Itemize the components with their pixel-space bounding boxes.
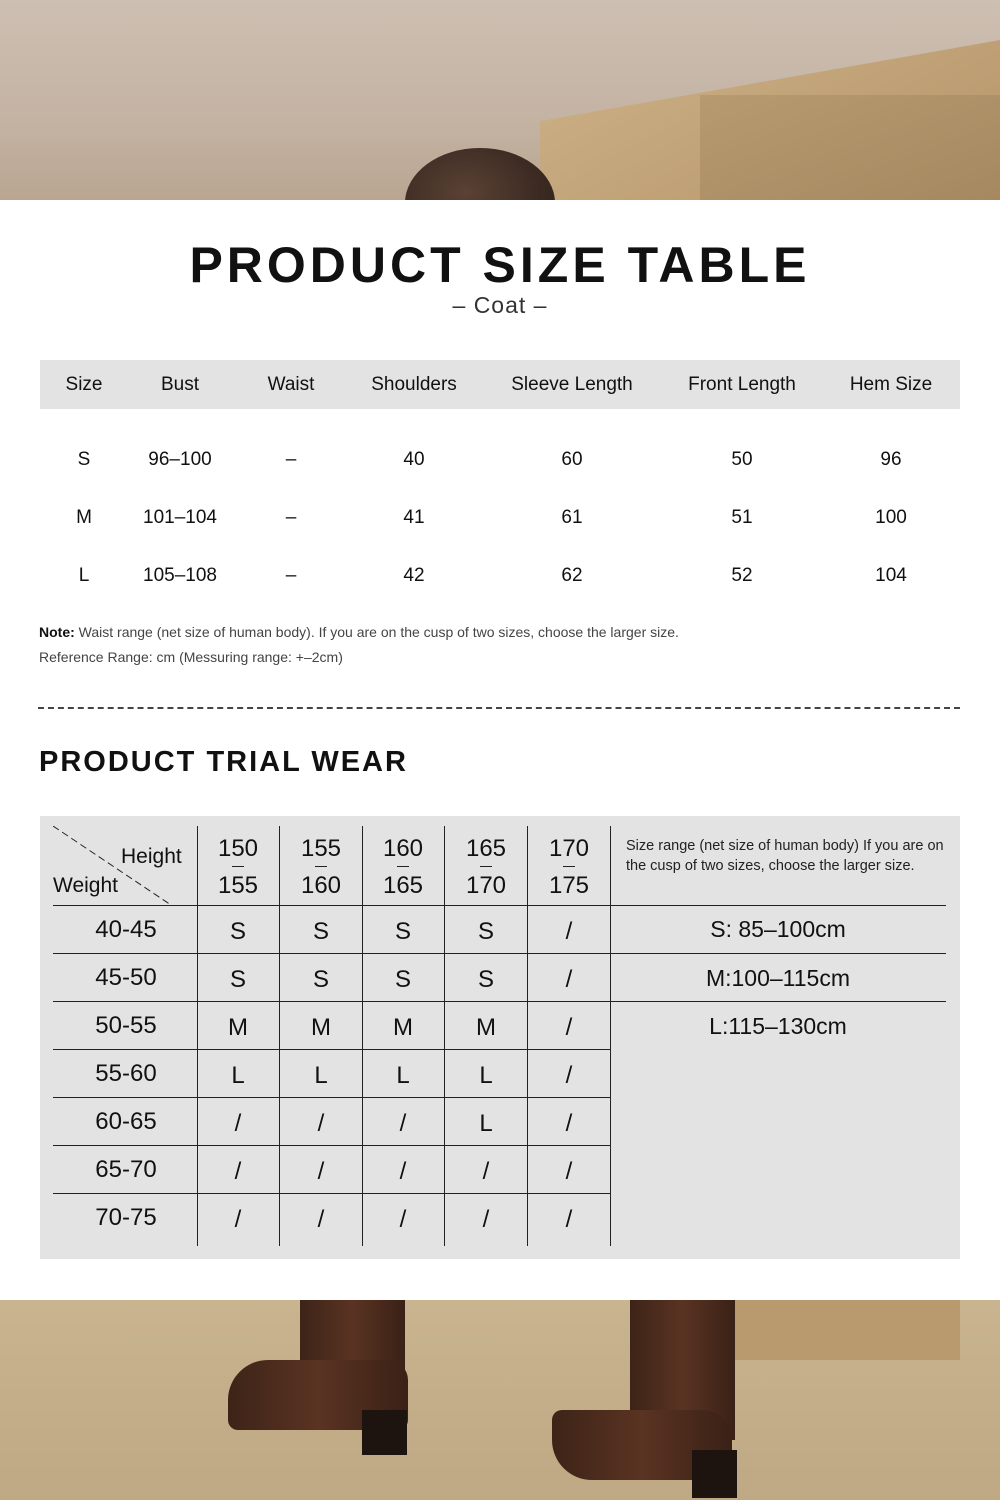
note-label: Note:	[39, 624, 75, 640]
height-col-4	[549, 830, 589, 904]
header-waist: Waist	[267, 374, 315, 395]
trial-side-note: Size range (net size of human body) If you are on the cusp of two sizes, choose the larger size.	[626, 838, 944, 874]
size-s-shoulders: 40	[403, 449, 425, 470]
top-product-photo	[0, 0, 1000, 200]
trial-size-cell: /	[317, 1158, 325, 1185]
bottom-product-photo	[0, 1300, 1000, 1500]
weight-row-label: 60-65	[95, 1108, 157, 1135]
grid-hline	[53, 1097, 610, 1098]
grid-vline	[362, 826, 363, 1246]
trial-size-cell: /	[565, 1062, 573, 1089]
height-top: 150	[217, 835, 259, 862]
size-l-front-length: 52	[731, 565, 753, 586]
size-m-waist: –	[285, 507, 297, 528]
height-top: 170	[548, 835, 590, 862]
trial-size-cell: /	[234, 1158, 242, 1185]
grid-vline	[527, 826, 528, 1246]
size-s-waist: –	[285, 449, 297, 470]
trial-size-cell: /	[399, 1110, 407, 1137]
trial-size-cell: S	[312, 966, 330, 993]
height-bottom: 165	[382, 872, 424, 899]
range-s: S: 85–100cm	[710, 916, 846, 942]
grid-vline	[444, 826, 445, 1246]
height-col-3	[466, 830, 506, 904]
grid-hline	[53, 1001, 610, 1002]
size-m-sleeve-length: 61	[561, 507, 583, 528]
size-m-size: M	[76, 507, 92, 528]
header-shoulders: Shoulders	[371, 374, 457, 395]
height-separator	[563, 866, 575, 867]
header-size: Size	[65, 374, 103, 395]
trial-size-cell: S	[312, 918, 330, 945]
weight-row-label: 70-75	[95, 1204, 157, 1231]
trial-size-cell: /	[399, 1158, 407, 1185]
range-l: L:115–130cm	[709, 1013, 847, 1039]
background-cabinet-shape	[700, 95, 1000, 200]
trial-size-cell: M	[393, 1014, 413, 1041]
size-m-front-length: 51	[731, 507, 753, 528]
page-title: PRODUCT SIZE TABLE	[189, 237, 811, 293]
trial-size-cell: M	[311, 1014, 331, 1041]
grid-vline	[197, 826, 198, 1246]
size-l-shoulders: 42	[403, 565, 425, 586]
trial-size-cell: /	[234, 1206, 242, 1233]
header-sleeve-length: Sleeve Length	[511, 374, 633, 395]
trial-wear-title: PRODUCT TRIAL WEAR	[39, 746, 408, 778]
note-text: Waist range (net size of human body). If you are on the cusp of two sizes, choose the larger size.	[74, 624, 679, 640]
height-top: 160	[382, 835, 424, 862]
height-top: 155	[300, 835, 342, 862]
weight-label: Weight	[53, 874, 118, 897]
dashed-divider	[38, 707, 960, 709]
size-note	[39, 624, 679, 640]
model-head-shape	[405, 148, 555, 200]
trial-size-cell: M	[228, 1014, 248, 1041]
size-l-size: L	[78, 565, 90, 586]
size-l-sleeve-length: 62	[561, 565, 583, 586]
trial-size-cell: /	[482, 1206, 490, 1233]
range-hline	[610, 1001, 946, 1002]
weight-row-label: 40-45	[95, 916, 157, 943]
header-bust: Bust	[160, 374, 200, 395]
trial-size-cell: /	[565, 1110, 573, 1137]
trial-size-cell: /	[565, 918, 573, 945]
page-subtitle: – Coat –	[452, 292, 548, 318]
size-l-waist: –	[285, 565, 297, 586]
trial-size-cell: S	[477, 918, 495, 945]
height-separator	[397, 866, 409, 867]
height-col-0	[218, 830, 258, 904]
trial-size-cell: S	[229, 918, 247, 945]
range-m: M:100–115cm	[705, 965, 851, 991]
trial-size-cell: L	[479, 1062, 493, 1089]
size-s-front-length: 50	[731, 449, 753, 470]
weight-row-label: 45-50	[95, 964, 157, 991]
grid-hline	[53, 905, 610, 906]
grid-hline	[53, 1145, 610, 1146]
trial-size-cell: M	[476, 1014, 496, 1041]
header-hem-size: Hem Size	[849, 374, 933, 395]
trial-size-cell: L	[314, 1062, 328, 1089]
height-bottom: 155	[217, 872, 259, 899]
size-l-bust: 105–108	[143, 565, 217, 586]
trial-size-cell: /	[565, 1206, 573, 1233]
weight-row-label: 65-70	[95, 1156, 157, 1183]
range-hline	[610, 953, 946, 954]
grid-hline	[53, 1049, 610, 1050]
trial-size-cell: L	[231, 1062, 245, 1089]
height-separator	[480, 866, 492, 867]
trial-size-cell: /	[565, 1158, 573, 1185]
trial-size-cell: /	[482, 1158, 490, 1185]
trial-size-cell: L	[479, 1110, 493, 1137]
size-l-hem-size: 104	[875, 565, 907, 586]
size-s-bust: 96–100	[148, 449, 212, 470]
trial-size-cell: L	[396, 1062, 410, 1089]
height-bottom: 170	[465, 872, 507, 899]
height-separator	[315, 866, 327, 867]
size-s-sleeve-length: 60	[561, 449, 583, 470]
trial-size-cell: S	[229, 966, 247, 993]
grid-hline	[53, 1193, 610, 1194]
size-m-shoulders: 41	[403, 507, 425, 528]
grid-hline	[53, 953, 610, 954]
trial-size-cell: /	[565, 1014, 573, 1041]
size-s-hem-size: 96	[880, 449, 902, 470]
height-separator	[232, 866, 244, 867]
trial-size-cell: S	[477, 966, 495, 993]
size-m-bust: 101–104	[143, 507, 217, 528]
trial-size-cell: /	[565, 966, 573, 993]
header-front-length: Front Length	[688, 374, 796, 395]
height-top: 165	[465, 835, 507, 862]
size-s-size: S	[77, 449, 91, 470]
height-label: Height	[121, 845, 182, 868]
cardboard-box-shape	[700, 1300, 960, 1360]
trial-size-cell: /	[317, 1206, 325, 1233]
grid-vline	[279, 826, 280, 1246]
trial-size-cell: /	[399, 1206, 407, 1233]
trial-size-cell: S	[394, 918, 412, 945]
trial-size-cell: /	[317, 1110, 325, 1137]
size-m-hem-size: 100	[875, 507, 907, 528]
height-col-1	[301, 830, 341, 904]
height-col-2	[383, 830, 423, 904]
left-boot-heel-shape	[362, 1410, 407, 1455]
right-boot-heel-shape	[692, 1450, 737, 1498]
height-bottom: 175	[548, 872, 590, 899]
trial-size-cell: S	[394, 966, 412, 993]
reference-range-note: Reference Range: cm (Messuring range: +–2cm)	[39, 649, 343, 665]
weight-row-label: 50-55	[95, 1012, 157, 1039]
height-bottom: 160	[300, 872, 342, 899]
range-hline	[610, 905, 946, 906]
weight-row-label: 55-60	[95, 1060, 157, 1087]
trial-size-cell: /	[234, 1110, 242, 1137]
